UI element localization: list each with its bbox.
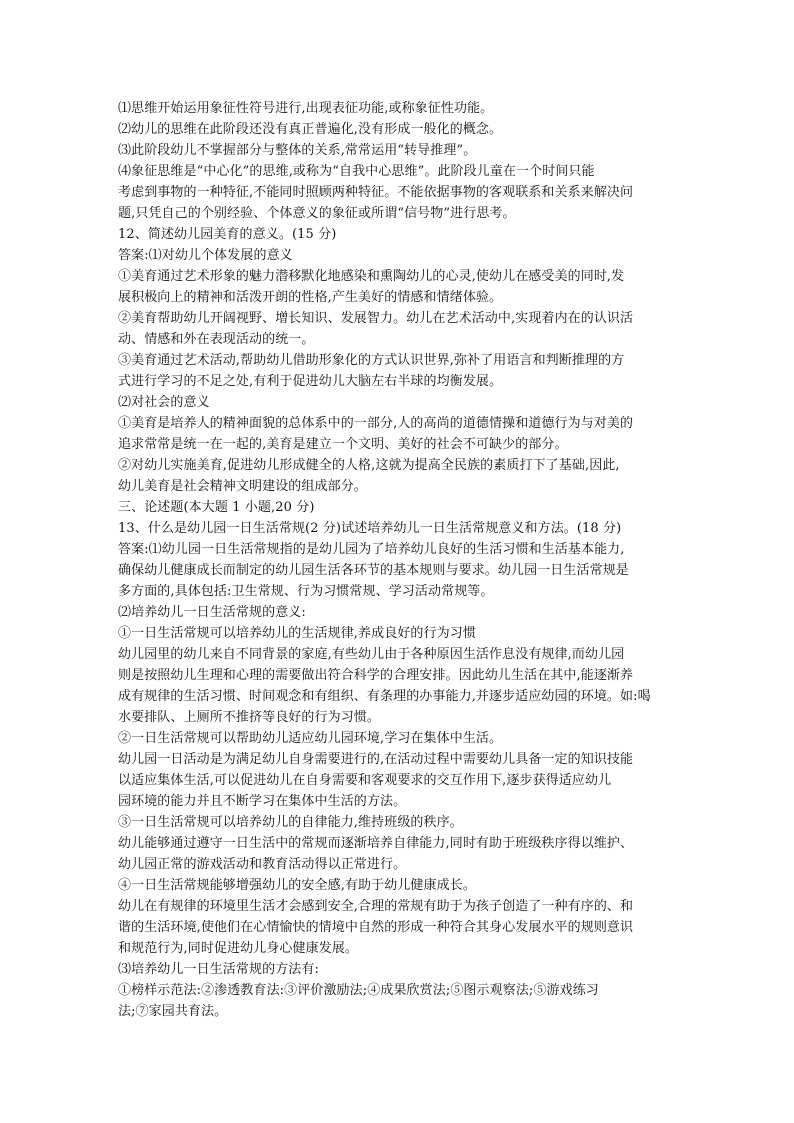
text-line: ⑵幼儿的思维在此阶段还没有真正普遍化,没有形成一般化的概念。 bbox=[118, 122, 503, 137]
section-heading: 三、论述题(本大题 1 小题,20 分) bbox=[118, 500, 315, 515]
question-heading: 12、简述幼儿园美育的意义。(15 分) bbox=[118, 227, 337, 242]
document-page bbox=[118, 98, 678, 1022]
text-line: 多方面的,具体包括:卫生常规、行为习惯常规、学习活动常规等。 bbox=[118, 584, 494, 599]
text-line: 成有规律的生活习惯、时间观念和有组织、有条理的办事能力,并逐步适应幼园的环境。如:喝 bbox=[118, 689, 651, 704]
text-line: 确保幼儿健康成长而制定的幼儿园生活各环节的基本规则与要求。幼儿园一日生活常规是 bbox=[118, 563, 629, 578]
text-line: ③美育通过艺术活动,帮助幼儿借助形象化的方式认识世界,弥补了用语言和判断推理的方 bbox=[118, 353, 625, 368]
text-line: 以适应集体生活,可以促进幼儿在自身需要和客观要求的交互作用下,逐步获得适应幼儿 bbox=[118, 773, 612, 788]
text-line: 动、情感和外在表现活动的统一。 bbox=[118, 332, 315, 347]
text-line: 幼儿园一日活动是为满足幼儿自身需要进行的,在活动过程中需要幼儿具备一定的知识技能 bbox=[118, 752, 634, 767]
text-line: 幼儿美育是社会精神文明建设的组成部分。 bbox=[118, 479, 367, 494]
text-line: 谐的生活环境,使他们在心情愉快的情境中自然的形成一种符合其身心发展水平的规则意识 bbox=[118, 920, 634, 935]
text-line: ①美育通过艺术形象的魅力潜移默化地感染和熏陶幼儿的心灵,使幼儿在感受美的同时,发 bbox=[118, 269, 625, 284]
text-line: ②对幼儿实施美育,促进幼儿形成健全的人格,这就为提高全民族的素质打下了基础,因此, bbox=[118, 458, 620, 473]
text-line: ④一日生活常规能够增强幼儿的安全感,有助于幼儿健康成长。 bbox=[118, 878, 476, 893]
text-line: 法;⑦家园共育法。 bbox=[118, 1004, 228, 1019]
text-line: ①榜样示范法:②渗透教育法:③评价激励法;④成果欣赏法;⑤图示观察法;⑤游戏练习 bbox=[118, 983, 599, 998]
text-line: ①美育是培养人的精神面貌的总体系中的一部分,人的高尚的道德情操和道德行为与对美的 bbox=[118, 416, 634, 431]
text-line: 幼儿能够通过遵守一日生活中的常规而逐渐培养自律能力,同时有助于班级秩序得以维护、 bbox=[118, 836, 634, 851]
answer-line: 答案:⑴对幼儿个体发展的意义 bbox=[118, 248, 293, 263]
text-line: 考虑到事物的一种特征,不能同时照顾两种特征。不能依据事物的客观联系和关系来解决问 bbox=[118, 185, 634, 200]
text-line: ⑴思维开始运用象征性符号进行,出现表征功能,或称象征性功能。 bbox=[118, 101, 494, 116]
subheading: ⑶培养幼儿一日生活常规的方法有: bbox=[118, 962, 319, 977]
text-line: 则是按照幼儿生理和心理的需要做出符合科学的合理安排。因此幼儿生活在其中,能逐渐养 bbox=[118, 668, 634, 683]
text-line: 追求常常是统一在一起的,美育是建立一个文明、美好的社会不可缺少的部分。 bbox=[118, 437, 568, 452]
text-line: ⑷象征思维是“中心化”的思维,或称为“自我中心思维”。此阶段儿童在一个时间只能 bbox=[118, 164, 595, 179]
text-line: 园环境的能力并且不断学习在集体中生活的方法。 bbox=[118, 794, 407, 809]
text-line: 和规范行为,同时促进幼儿身心健康发展。 bbox=[118, 941, 359, 956]
subheading: ⑵对社会的意义 bbox=[118, 395, 210, 410]
text-line: ②美育帮助幼儿开阔视野、增长知识、发展智力。幼儿在艺术活动中,实现着内在的认识活 bbox=[118, 311, 634, 326]
text-line: 幼儿园里的幼儿来自不同背景的家庭,有些幼儿由于各种原因生活作息没有规律,而幼儿园 bbox=[118, 647, 625, 662]
text-line: 题,只凭自己的个别经验、个体意义的象征或所谓“信号物”进行思考。 bbox=[118, 206, 516, 221]
text-line: ②一日生活常规可以帮助幼儿适应幼儿园环境,学习在集体中生活。 bbox=[118, 731, 503, 746]
text-line: ③一日生活常规可以培养幼儿的自律能力,维持班级的秩序。 bbox=[118, 815, 463, 830]
text-line: 展积极向上的精神和活泼开朗的性格,产生美好的情感和情绪体验。 bbox=[118, 290, 503, 305]
text-line: 幼儿在有规律的环境里生活才会感到安全,合理的常规有助于为孩子创造了一种有序的、和 bbox=[118, 899, 634, 914]
text-line: 幼儿园正常的游戏活动和教育活动得以正常进行。 bbox=[118, 857, 407, 872]
subheading: ⑵培养幼儿一日生活常规的意义: bbox=[118, 605, 306, 620]
question-heading: 13、什么是幼儿园一日生活常规(2 分)试述培养幼儿一日生活常规意义和方法。(18 分) bbox=[118, 521, 622, 536]
text-line: ①一日生活常规可以培养幼儿的生活规律,养成良好的行为习惯 bbox=[118, 626, 476, 641]
text-line: 式进行学习的不足之处,有利于促进幼儿大脑左右半球的均衡发展。 bbox=[118, 374, 503, 389]
text-line: ⑶此阶段幼儿不掌握部分与整体的关系,常常运用“转导推理”。 bbox=[118, 143, 477, 158]
text-line: 水要排队、上厕所不推挤等良好的行为习惯。 bbox=[118, 710, 381, 725]
answer-line: 答案:⑴幼儿园一日生活常规指的是幼儿园为了培养幼儿良好的生活习惯和生活基本能力, bbox=[118, 542, 625, 557]
